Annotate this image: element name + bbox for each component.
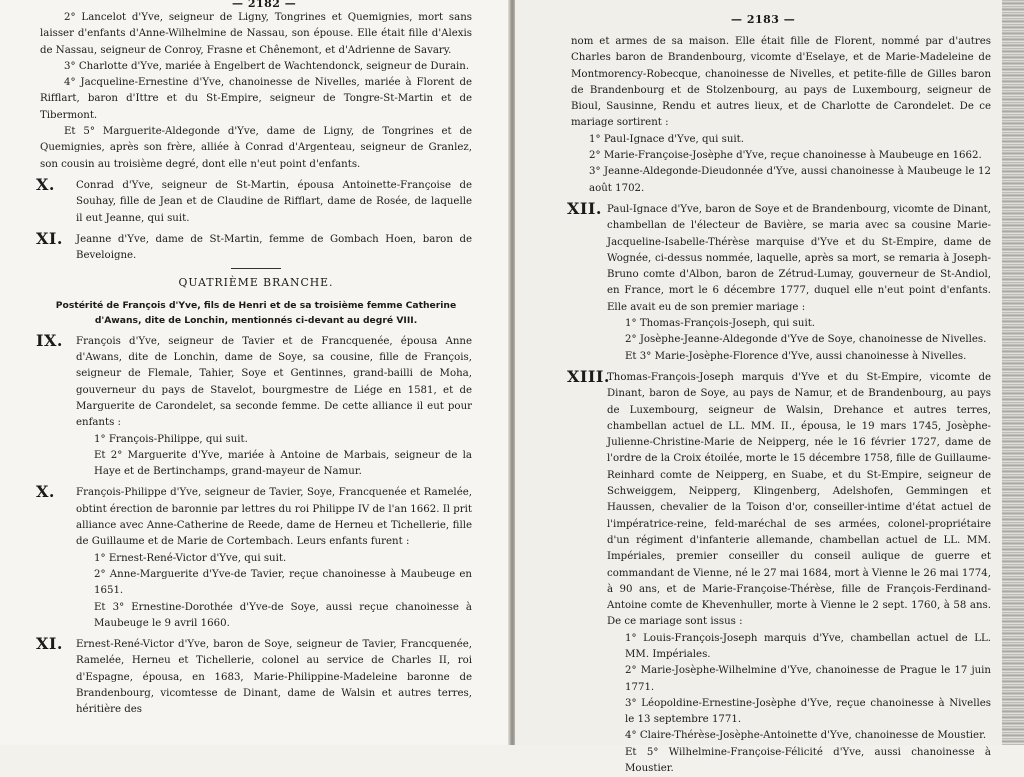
child-line: 2° Josèphe-Jeanne-Aldegonde d'Yve de Soye, chanoinesse de Nivelles. bbox=[625, 334, 987, 346]
degree-numeral: XIII. bbox=[567, 366, 610, 386]
degree-entry bbox=[36, 482, 472, 632]
degree-numeral: XII. bbox=[567, 198, 602, 218]
degree-entry bbox=[36, 634, 472, 718]
degree-entry bbox=[567, 366, 991, 777]
degree-text: François d'Yve, seigneur de Tavier et de Francquenée, épousa Anne d'Awans, dite de Lonchin, dame de Soye, sa cousine, fille de François, seigneur de Flemale, Tahier, Soye et Gentinnes, grand-bailli de Moha, gouverneur du pays de Stavelot, bourgmestre de Liége en 1581, et de Marguerite de Carondelet, sa seconde femme. De cette alliance il eut pour enfants : bbox=[76, 335, 472, 429]
degree-entry bbox=[36, 228, 472, 265]
degree-entry bbox=[567, 198, 991, 365]
paragraph: nom et armes de sa maison. Elle était fille de Florent, nommé par d'autres Charles baron de Brandenbourg, vicomte d'Eselaye, et de Marie-Madeleine de Montmorency-Robecque, chanoinesse de Nivelles, et petite-fille de Gilles baron de Brandenbourg et de Stolzenbourg, au pays de Luxembourg, seigneur de Bioul, Sausinne, Rendu et autres lieux, et de Charlotte de Carondelet. De ce mariage sortirent : bbox=[571, 36, 991, 129]
degree-numeral: X. bbox=[36, 174, 55, 194]
child-line: 1° François-Philippe, qui suit. bbox=[94, 433, 248, 445]
text-column bbox=[36, 10, 472, 719]
degree-text: Jeanne d'Yve, dame de St-Martin, femme de Gombach Hoen, baron de Beveloigne. bbox=[76, 233, 472, 262]
degree-numeral: XI. bbox=[36, 634, 63, 654]
degree-text: François-Philippe d'Yve, seigneur de Tavier, Soye, Francquenée et Ramelée, obtint érection de baronnie par lettres du roi Philippe IV de l'an 1662. Il prit alliance avec Anne-Catherine de Reede, dame de Herneu et Tichellerie, fille de Guillaume et de Marie de Cortembach. Leurs enfants furent : bbox=[76, 487, 472, 548]
scan-edge-artifact bbox=[1002, 0, 1024, 745]
text-column bbox=[567, 34, 991, 777]
child-line: 4° Claire-Thérèse-Josèphe-Antoinette d'Yve, chanoinesse de Moustier. bbox=[625, 730, 987, 742]
page-number: — 2183 — bbox=[731, 13, 796, 26]
child-line: 2° Marie-Françoise-Josèphe d'Yve, reçue chanoinesse à Maubeuge en 1662. bbox=[589, 150, 982, 162]
degree-entry bbox=[36, 174, 472, 227]
right-page bbox=[515, 0, 1024, 775]
child-line: 1° Ernest-René-Victor d'Yve, qui suit. bbox=[94, 552, 287, 564]
paragraph: 2° Lancelot d'Yve, seigneur de Ligny, Tongrines et Quemignies, mort sans laisser d'enfants d'Anne-Wilhelmine de Nassau, son épouse. Elle était fille d'Alexis de Nassau, seigneur de Conroy, Frasne et Chênemont, et d'Adrienne de Savary. bbox=[40, 12, 472, 56]
degree-text: Thomas-François-Joseph marquis d'Yve et du St-Empire, vicomte de Dinant, baron de Soye, au pays de Namur, et de Brandenbourg, au pays de Luxembourg, seigneur de Walsin, Drehance et autres terres, chambellan actuel de LL. MM. II., épousa, le 19 mars 1745, Josèphe-Julienne-Christine-Marie de Neipperg, née le 16 février 1727, dame de l'ordre de la Croix étoilée, morte le 15 décembre 1758, fille de Guillaume-Reinhard comte de Neipperg, en Suabe, et du St-Empire, seigneur de Schweiggem, Neipperg, Klingenberg, Adelshofen, Gemmingen et Haussen, chevalier de la Toison d'or, conseiller-intime d'état actuel de l'impératrice-reine, feld-maréchal de ses armées, colonel-propriétaire d'un régiment d'infanterie allemande, chambellan actuel de LL. MM. Impériales, premier conseiller du conseil aulique de guerre et commandant de Vienne, né le 27 mai 1684, mort à Vienne le 26 mai 1774, à 90 ans, et de Marie-Françoise-Thérèse, fille de François-Ferdinand-Antoine comte de Khevenhuller, morte à Vienne le 2 sept. 1760, à 58 ans. De ce mariage sont issus : bbox=[607, 371, 991, 628]
child-line: 1° Paul-Ignace d'Yve, qui suit. bbox=[589, 133, 744, 145]
degree-text: Paul-Ignace d'Yve, baron de Soye et de Brandenbourg, vicomte de Dinant, chambellan de l'électeur de Bavière, se maria avec sa cousine Marie-Jacqueline-Isabelle-Thérèse marquise d'Yve et du St-Empire, dame de Wognée, ci-dessus nommée, laquelle, après sa mort, se remaria à Joseph-Bruno comte d'Albon, baron de Zétrud-Lumay, gouverneur de St-Andiol, en France, mort le 6 décembre 1777, duquel elle n'eut point d'enfants. Elle avait eu de son premier mariage : bbox=[607, 203, 991, 313]
left-page bbox=[0, 0, 512, 745]
degree-entry bbox=[36, 330, 472, 481]
degree-numeral: IX. bbox=[36, 330, 63, 350]
branch-title: QUATRIÈME BRANCHE. bbox=[178, 276, 334, 290]
child-line: 1° Thomas-François-Joseph, qui suit. bbox=[625, 318, 816, 330]
child-line: Et 3° Marie-Josèphe-Florence d'Yve, aussi chanoinesse à Nivelles. bbox=[625, 350, 967, 362]
degree-text: Conrad d'Yve, seigneur de St-Martin, épousa Antoinette-Françoise de Souhay, fille de Jean et de Claudine de Rifflart, dame de Rosée, de laquelle il eut Jeanne, qui suit. bbox=[76, 179, 472, 224]
paragraph: 3° Charlotte d'Yve, mariée à Engelbert de Wachtendonck, seigneur de Durain. bbox=[64, 60, 470, 72]
divider bbox=[231, 268, 281, 269]
page-number: — 2182 — bbox=[232, 0, 297, 10]
degree-numeral: X. bbox=[36, 482, 55, 502]
child-line: 1° Louis-François-Joseph marquis d'Yve, chambellan actuel de LL. MM. Impériales. bbox=[625, 632, 991, 660]
degree-text: Ernest-René-Victor d'Yve, baron de Soye, seigneur de Tavier, Francquenée, Ramelée, Herneu et Tichellerie, colonel au service de Charles II, roi d'Espagne, épousa, en 1683, Marie-Philippine-Madeleine baronne de Brandenbourg, vicomtesse de Dinant, dame de Walsin et autres terres, héritière des bbox=[76, 639, 472, 716]
child-line: 2° Marie-Josèphe-Wilhelmine d'Yve, chanoinesse de Prague le 17 juin 1771. bbox=[625, 665, 991, 693]
child-line: Et 2° Marguerite d'Yve, mariée à Antoine de Marbais, seigneur de la Haye et de Bertinchamps, grand-mayeur de Namur. bbox=[94, 449, 472, 478]
child-line: Et 5° Wilhelmine-Françoise-Félicité d'Yve, aussi chanoinesse à Moustier. bbox=[625, 746, 991, 775]
child-line: Et 3° Ernestine-Dorothée d'Yve-de Soye, aussi reçue chanoinesse à Maubeuge le 9 avril 1660. bbox=[94, 601, 472, 629]
child-line: 3° Léopoldine-Ernestine-Josèphe d'Yve, reçue chanoinesse à Nivelles le 13 septembre 1771. bbox=[625, 697, 991, 726]
branch-description: Postérité de François d'Yve, fils de Henri et de sa troisième femme Catherine d'Awans, dite de Lonchin, mentionnés ci-devant au degré VIII. bbox=[55, 299, 457, 326]
child-line: 3° Jeanne-Aldegonde-Dieudonnée d'Yve, aussi chanoinesse à Maubeuge le 12 août 1702. bbox=[589, 166, 991, 194]
paragraph: 4° Jacqueline-Ernestine d'Yve, chanoinesse de Nivelles, mariée à Florent de Rifflart, baron d'Ittre et du St-Empire, seigneur de Tongre-St-Martin et de Tibermont. bbox=[40, 77, 472, 121]
child-line: 2° Anne-Marguerite d'Yve-de Tavier, reçue chanoinesse à Maubeuge en 1651. bbox=[94, 568, 472, 597]
degree-numeral: XI. bbox=[36, 228, 63, 248]
paragraph: Et 5° Marguerite-Aldegonde d'Yve, dame de Ligny, de Tongrines et de Quemignies, après son frère, alliée à Conrad d'Argenteau, seigneur de Granlez, son cousin au troisième degré, dont elle n'eut point d'enfants. bbox=[40, 126, 472, 170]
